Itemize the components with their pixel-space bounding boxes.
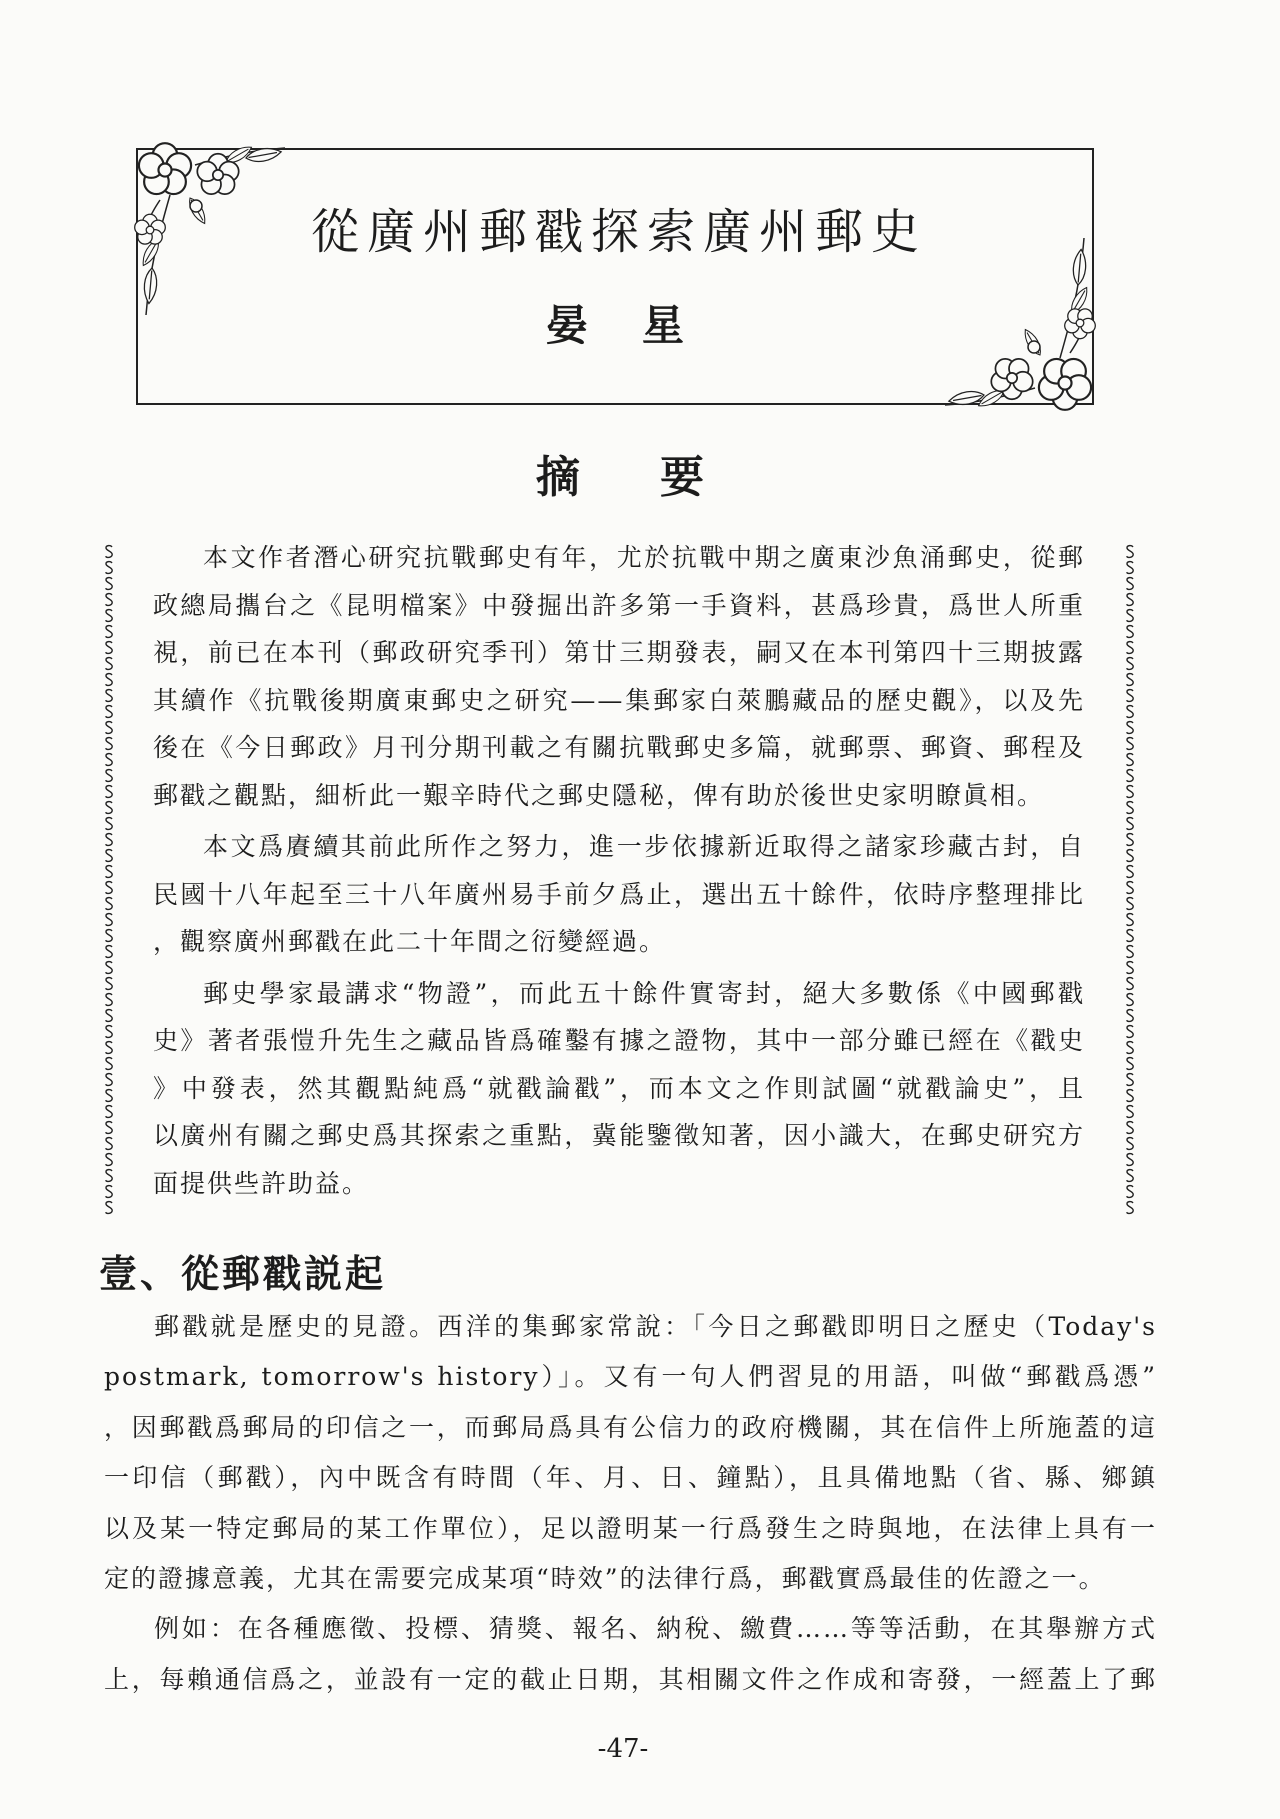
page-number: -47- bbox=[597, 1734, 649, 1764]
abstract-line: 民國十八年起至三十八年廣州易手前夕爲止，選出五十餘件，依時序整理排比 bbox=[153, 879, 1085, 909]
body-line: 定的證據意義，尤其在需要完成某項“時效”的法律行爲，郵戳實爲最佳的佐證之一。 bbox=[104, 1563, 1106, 1593]
abstract-line: ，觀察廣州郵戳在此二十年間之衍變經過。 bbox=[153, 927, 667, 956]
abstract-line: 郵戳之觀點，細析此一艱辛時代之郵史隱秘，俾有助於後世史家明瞭眞相。 bbox=[153, 780, 1045, 810]
abstract bbox=[153, 534, 1085, 1207]
body-paragraph bbox=[104, 1604, 1157, 1705]
abstract-line: 以廣州有關之郵史爲其探索之重點，冀能鑒徵知著，因小識大，在郵史研究方 bbox=[153, 1121, 1085, 1150]
title-frame bbox=[137, 149, 1093, 404]
body-line: 例如：在各種應徵、投標、猜獎、報名、納稅、繳費……等等活動，在其舉辦方式 bbox=[154, 1614, 1157, 1644]
abstract-line: 》中發表，然其觀點純爲“就戳論戳”，而本文之作則試圖“就戳論史”，且 bbox=[153, 1073, 1085, 1103]
body-paragraph bbox=[104, 1302, 1157, 1604]
abstract-line: 視，前已在本刊（郵政研究季刊）第廿三期發表，嗣又在本刊第四十三期披露 bbox=[153, 638, 1085, 667]
abstract-line: 面提供些許助益。 bbox=[153, 1168, 370, 1198]
abstract-line: 本文作者潛心研究抗戰郵史有年，尤於抗戰中期之廣東沙魚涌郵史，從郵 bbox=[203, 543, 1085, 572]
author-name: 晏 星 bbox=[545, 301, 690, 350]
abstract-line: 郵史學家最講求“物證”，而此五十餘件實寄封，絕大多數係《中國郵戳 bbox=[203, 978, 1085, 1008]
body-line: 上，每賴通信爲之，並設有一定的截止日期，其相關文件之作成和寄發，一經蓋上了郵 bbox=[104, 1664, 1157, 1694]
article-title: 從廣州郵戳探索廣州郵史 bbox=[310, 204, 927, 260]
abstract-border-left bbox=[101, 544, 117, 1216]
abstract-line: 其續作《抗戰後期廣東郵史之研究——集郵家白萊鵬藏品的歷史觀》，以及先 bbox=[153, 685, 1085, 715]
section-heading: 壹、從郵戳説起 bbox=[99, 1252, 387, 1296]
abstract-paragraph bbox=[153, 534, 1085, 819]
abstract-line: 政總局攜台之《昆明檔案》中發掘出許多第一手資料，甚爲珍貴，爲世人所重 bbox=[153, 590, 1085, 620]
abstract-paragraph bbox=[153, 970, 1085, 1208]
abstract-line: 本文爲賡續其前此所作之努力，進一步依據新近取得之諸家珍藏古封，自 bbox=[203, 832, 1085, 861]
abstract-line: 後在《今日郵政》月刊分期刊載之有關抗戰郵史多篇，就郵票、郵資、郵程及 bbox=[153, 733, 1085, 762]
section-body bbox=[104, 1302, 1157, 1705]
body-line: postmark, tomorrow's history）」。又有一句人們習見的用語，叫做“郵戳爲憑” bbox=[104, 1362, 1157, 1392]
body-line: ，因郵戳爲郵局的印信之一，而郵局爲具有公信力的政府機關，其在信件上所施蓋的這 bbox=[104, 1412, 1157, 1442]
abstract-border-right bbox=[1122, 544, 1138, 1216]
body-line: 郵戳就是歷史的見證。西洋的集郵家常說：「今日之郵戳即明日之歷史（Today's bbox=[154, 1312, 1157, 1341]
abstract-paragraph bbox=[153, 823, 1085, 966]
body-line: 以及某一特定郵局的某工作單位），足以證明某一行爲發生之時與地，在法律上具有一 bbox=[104, 1513, 1157, 1543]
body-line: 一印信（郵戳），內中既含有時間（年、月、日、鐘點），且具備地點（省、縣、鄉鎮 bbox=[104, 1463, 1157, 1493]
abstract-line: 史》著者張愷升先生之藏品皆爲確鑿有據之證物，其中一部分雖已經在《戳史 bbox=[153, 1026, 1085, 1055]
abstract-heading: 摘 要 bbox=[536, 452, 722, 503]
